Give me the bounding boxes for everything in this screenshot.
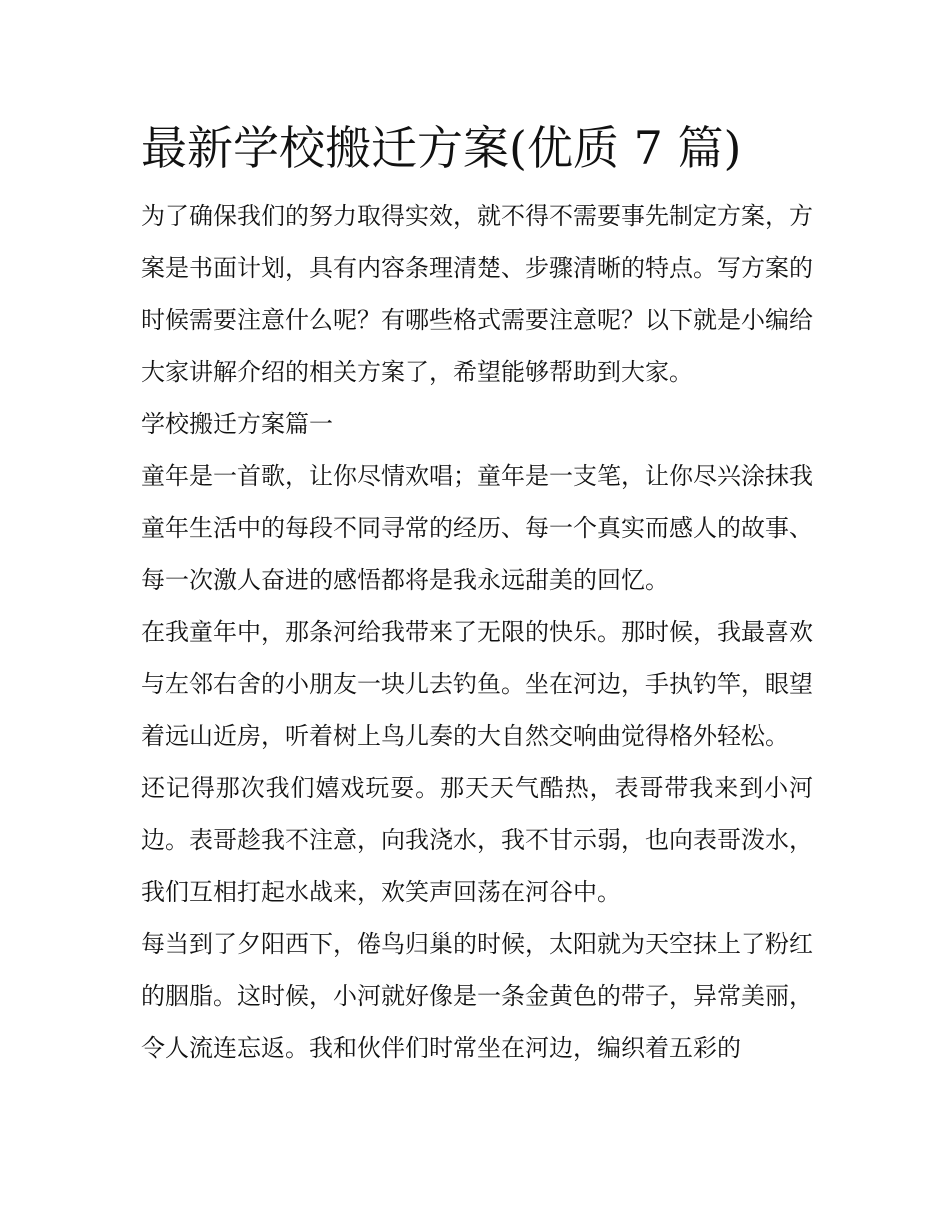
body-paragraph-3: 还记得那次我们嬉戏玩耍。那天天气酷热，表哥带我来到小河边。表哥趁我不注意，向我浇水，我不甘示弱，也向表哥泼水，我们互相打起水战来，欢笑声回荡在河谷中。: [141, 774, 813, 906]
body-paragraph-2: 在我童年中，那条河给我带来了无限的快乐。那时候，我最喜欢与左邻右舍的小朋友一块儿去钓鱼。坐在河边，手执钓竿，眼望着远山近房，听着树上鸟儿奏的大自然交响曲觉得格外轻松。: [141, 618, 813, 750]
document-content: [141, 118, 813, 1074]
body-paragraph-4: 每当到了夕阳西下，倦鸟归巢的时候，太阳就为天空抹上了粉红的胭脂。这时候，小河就好像是一条金黄色的带子，异常美丽，令人流连忘返。我和伙伴们时常坐在河边，编织着五彩的: [141, 930, 813, 1062]
section-heading: 学校搬迁方案篇一: [141, 410, 333, 438]
document-title: 最新学校搬迁方案(优质 7 篇): [141, 121, 742, 175]
document-body: [141, 190, 813, 1074]
intro-paragraph: 为了确保我们的努力取得实效，就不得不需要事先制定方案，方案是书面计划，具有内容条理清楚、步骤清晰的特点。写方案的时候需要注意什么呢？有哪些格式需要注意呢？以下就是小编给大家讲解介绍的相关方案了，希望能够帮助到大家。: [141, 202, 813, 386]
body-paragraph-1: 童年是一首歌，让你尽情欢唱；童年是一支笔，让你尽兴涂抹我童年生活中的每段不同寻常的经历、每一个真实而感人的故事、每一次激人奋进的感悟都将是我永远甜美的回忆。: [141, 462, 813, 594]
